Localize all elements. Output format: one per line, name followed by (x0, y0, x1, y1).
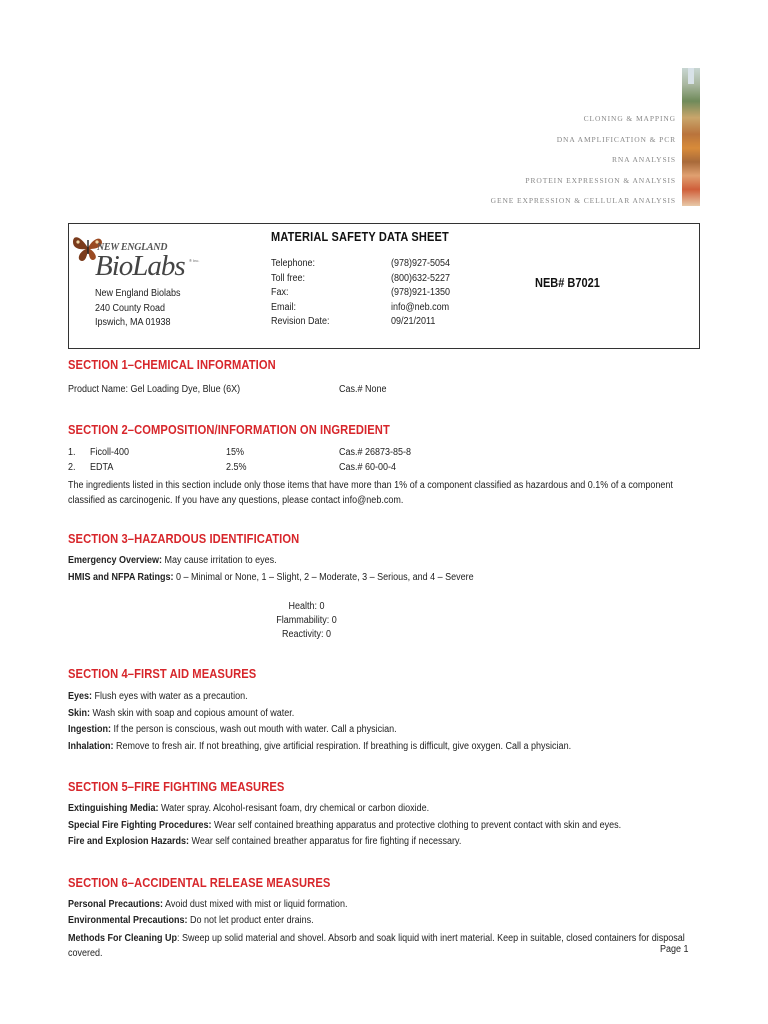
address-line: 240 County Road (95, 302, 166, 314)
address-line: Ipswich, MA 01938 (95, 317, 171, 328)
contact-row (271, 257, 457, 272)
neb-logo (71, 228, 211, 288)
section-3-title: SECTION 3–HAZARDOUS IDENTIFICATION (68, 531, 300, 546)
address-line: New England Biolabs (95, 288, 181, 299)
hmis-text: 0 – Minimal or None, 1 – Slight, 2 – Moderate, 3 – Serious, and 4 – Severe (173, 572, 474, 583)
fire-item (68, 836, 461, 847)
contact-label: Telephone: (271, 258, 316, 269)
ingredient-name: Ficoll-400 (90, 447, 130, 458)
item-text: Remove to fresh air. If not breathing, give artificial respiration. If breathing is difficult, give oxygen. Call a physician. (113, 741, 572, 752)
item-text: Wash skin with soap and copious amount of water. (90, 708, 295, 719)
item-label: Inhalation: (68, 741, 114, 752)
hmis-label: HMIS and NFPA Ratings: (68, 572, 174, 583)
contact-row (271, 315, 457, 330)
contact-value: 09/21/2011 (391, 316, 436, 327)
logo-line-1: NEW ENGLAND (97, 242, 168, 253)
item-text: If the person is conscious, wash out mouth with water. Call a physician. (111, 724, 397, 735)
emergency-label: Emergency Overview: (68, 555, 163, 566)
release-item (68, 899, 347, 910)
first-aid-item (68, 708, 294, 719)
catalog-number: NEB# B7021 (535, 276, 600, 290)
ingredient-num: 1. (68, 447, 76, 458)
logo-line-2: BioLabs (95, 250, 185, 282)
page-number: Page 1 (660, 944, 689, 955)
item-label: Special Fire Fighting Procedures: (68, 820, 212, 831)
ingredient-note: The ingredients listed in this section include only those items that have more than 1% of a component classified as hazardous and 0.1% of a component classified as carcinogenic. If you have any questions, please contact info@neb.com. (68, 480, 673, 506)
category-item: DNA AMPLIFICATION & PCR (556, 134, 676, 144)
item-label: Methods For Cleaning Up (68, 933, 177, 944)
hmis-ratings (68, 572, 474, 583)
contact-row (271, 301, 457, 316)
release-item (68, 932, 698, 961)
company-address (95, 287, 181, 331)
logo-reg: ® Inc. (189, 258, 200, 263)
ingredient-num: 2. (68, 462, 76, 473)
fire-item (68, 820, 621, 831)
reactivity-rating: Reactivity: 0 (281, 629, 332, 640)
item-label: Fire and Explosion Hazards: (68, 836, 190, 847)
item-text: Wear self contained breather apparatus for fire fighting if necessary. (189, 836, 462, 847)
section-5-title: SECTION 5–FIRE FIGHTING MEASURES (68, 779, 285, 794)
item-text: Water spray. Alcohol-resisant foam, dry chemical or carbon dioxide. (158, 803, 430, 814)
health-rating: Health: 0 (288, 601, 325, 612)
first-aid-item (68, 724, 397, 735)
contact-row (271, 286, 457, 301)
section-2-title: SECTION 2–COMPOSITION/INFORMATION ON INGREDIENT (68, 422, 390, 437)
first-aid-item (68, 741, 571, 752)
contact-label: Fax: (271, 287, 289, 298)
fire-item (68, 803, 429, 814)
section-1-title: SECTION 1–CHEMICAL INFORMATION (68, 357, 276, 372)
item-label: Skin: (68, 708, 91, 719)
contact-info (271, 257, 457, 330)
contact-value: (978)927-5054 (391, 258, 451, 269)
contact-row (271, 272, 457, 287)
contact-label: Toll free: (271, 272, 306, 284)
ingredient-name: EDTA (90, 462, 114, 473)
contact-label: Revision Date: (271, 316, 330, 327)
product-cas: Cas.# None (339, 384, 387, 395)
ingredient-cas: Cas.# 26873-85-8 (339, 447, 412, 458)
item-text: : Sweep up solid material and shovel. Absorb and soak liquid with inert material. Keep in suitable, closed containers for disposal covered. (68, 933, 685, 959)
item-text: Wear self contained breathing apparatus and protective clothing to prevent contact with skin and eyes. (211, 820, 622, 831)
page-title: MATERIAL SAFETY DATA SHEET (271, 230, 449, 244)
item-text: Do not let product enter drains. (187, 915, 314, 926)
first-aid-item (68, 691, 248, 702)
header-box (68, 223, 700, 349)
category-list (491, 112, 676, 215)
emergency-overview (68, 555, 277, 566)
item-label: Environmental Precautions: (68, 915, 188, 926)
flammability-rating: Flammability: 0 (276, 615, 337, 626)
release-item (68, 915, 314, 926)
category-item: PROTEIN EXPRESSION & ANALYSIS (525, 175, 676, 185)
ingredient-percent: 15% (226, 447, 245, 458)
section-6-title: SECTION 6–ACCIDENTAL RELEASE MEASURES (68, 875, 331, 890)
contact-value: (800)632-5227 (391, 272, 451, 284)
item-label: Eyes: (68, 691, 93, 702)
section-4-title: SECTION 4–FIRST AID MEASURES (68, 666, 257, 681)
item-text: Flush eyes with water as a precaution. (92, 691, 248, 702)
category-item: GENE EXPRESSION & CELLULAR ANALYSIS (490, 196, 676, 205)
item-label: Ingestion: (68, 724, 112, 735)
item-label: Extinguishing Media: (68, 803, 159, 814)
category-item: CLONING & MAPPING (583, 114, 676, 123)
category-item: RNA ANALYSIS (611, 155, 676, 164)
item-text: Avoid dust mixed with mist or liquid formation. (163, 899, 348, 910)
item-label: Personal Precautions: (68, 899, 164, 910)
contact-label: Email: (271, 301, 297, 313)
ingredient-cas: Cas.# 60-00-4 (339, 462, 397, 473)
decorative-image-strip (682, 68, 700, 206)
emergency-text: May cause irritation to eyes. (162, 555, 277, 566)
product-name: Product Name: Gel Loading Dye, Blue (6X) (68, 384, 241, 395)
ingredient-percent: 2.5% (226, 462, 247, 473)
contact-email[interactable]: info@neb.com (391, 301, 450, 313)
contact-value: (978)921-1350 (391, 287, 451, 298)
